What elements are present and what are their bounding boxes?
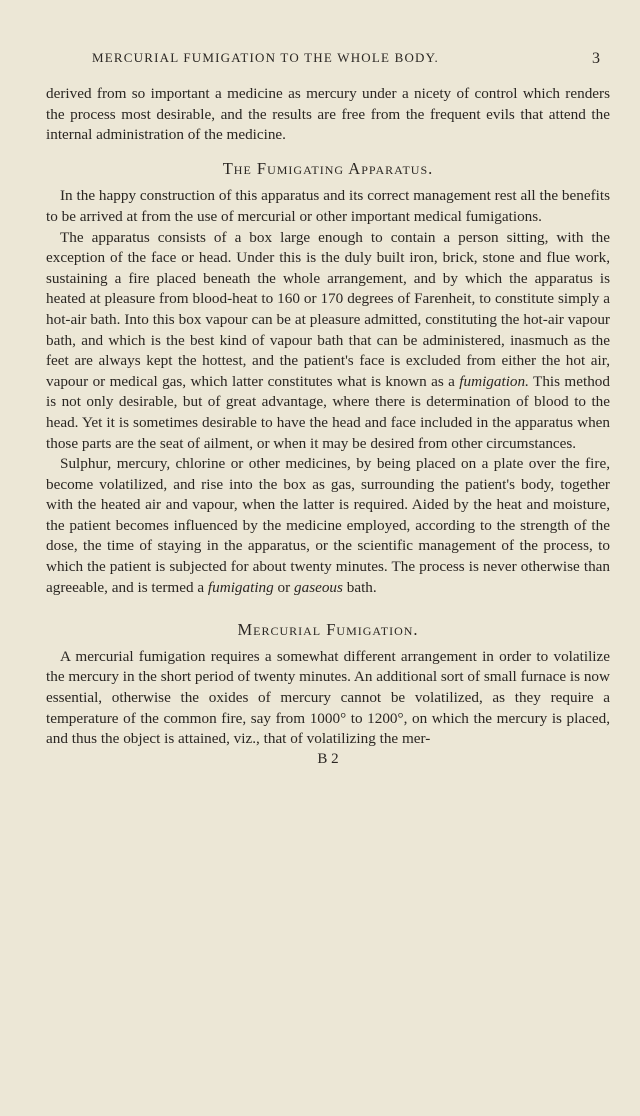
text-run: The apparatus consists of a box large enough to contain a person sitting, with the exception of the face or head. Under this is the duly built iron, brick, stone and flue work, sustaining a fire placed beneath the whole arrangement, and by which the apparatus is heated at pleasure from blood-heat to 160 or 170 degrees of Farenheit, to constitute simply a hot-air bath. Into this box vapour can be at pleasure admitted, constituting the hot-air vapour bath, and which is the best kind of vapour bath that can be administered, inasmuch as the feet are always kept the hottest, and the patient's face is excluded from either the hot air, vapour or medical gas, which latter constitutes what is known as a xyxy=(46,228,610,390)
page-body xyxy=(46,84,610,768)
signature-mark: B 2 xyxy=(317,750,339,767)
running-head xyxy=(92,50,600,66)
paragraph-apparatus-description xyxy=(46,228,610,455)
text-run: or xyxy=(273,578,294,596)
text-run: This method is not only desirable, but of great advantage, where there is determination of blood to the head. Yet it is sometimes desirable to have the head and face included in the apparatus when those parts are the seat of ailment, or when it may be desired from other circumstances. xyxy=(46,372,610,452)
section-heading-mercurial: Mercurial Fumigation. xyxy=(237,620,419,640)
paragraph-continuation: derived from so important a medicine as mercury under a nicety of control which renders the process most desirable, and the results are free from the frequent evils that attend the internal administration of the medicine. xyxy=(46,85,610,144)
running-head-title: MERCURIAL FUMIGATION TO THE WHOLE BODY. xyxy=(92,50,440,65)
emphasis-fumigation: fumigation. xyxy=(459,372,529,390)
emphasis-fumigating: fumigating xyxy=(207,578,274,596)
paragraph-medicines xyxy=(46,454,610,598)
paragraph-apparatus-intro: In the happy construction of this apparatus and its correct management rest all the benefits to be arrived at from the use of mercurial or other important medical fumigations. xyxy=(46,187,610,225)
text-run: bath. xyxy=(342,578,377,596)
paragraph-mercurial: A mercurial fumigation requires a somewhat different arrangement in order to volatilize the mercury in the short period of twenty minutes. An additional sort of small furnace is now essential, otherwise the oxides of mercury cannot be volatilized, as they require a temperature of the common fire, say from 1000° to 1200°, on which the mercury is placed, and thus the object is attained, viz., that of volatilizing the mer- xyxy=(46,647,610,748)
text-run: Sulphur, mercury, chlorine or other medicines, by being placed on a plate over the fire, become volatilized, and rise into the box as gas, surrounding the patient's body, together with the heated air and vapour, when the latter is required. Aided by the heat and moisture, the patient becomes influenced by the medicine employed, according to the strength of the dose, the time of staying in the apparatus, or the scientific management of the process, to which the patient is subjected for about twenty minutes. The process is never otherwise than agreeable, and is termed a xyxy=(46,455,610,596)
page-number: 3 xyxy=(592,50,600,67)
emphasis-gaseous: gaseous xyxy=(294,578,343,596)
section-heading-apparatus: The Fumigating Apparatus. xyxy=(222,158,434,178)
